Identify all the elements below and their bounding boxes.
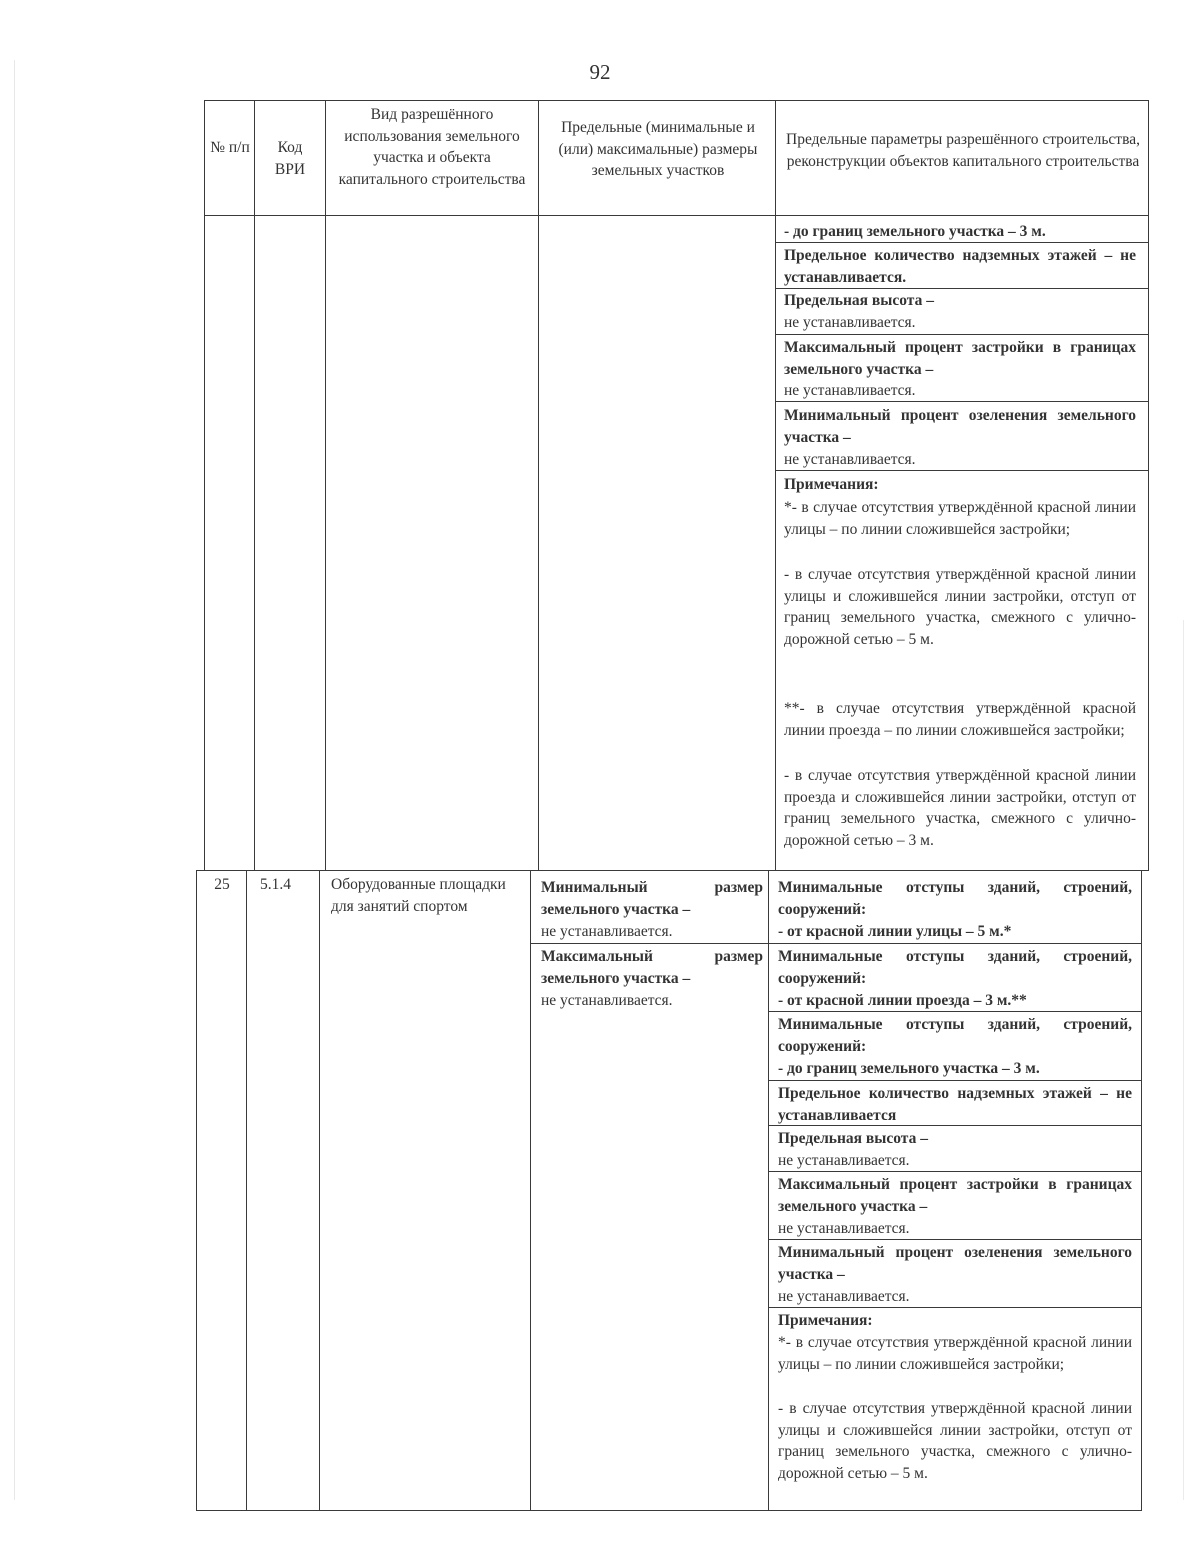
column-divider <box>530 870 531 1510</box>
table-border-top <box>204 100 1149 101</box>
notes-title: Примечания: <box>778 1312 873 1329</box>
param-passage-setback-label: Минимальные отступы зданий, строений, сооружений: <box>778 948 1132 987</box>
row-permitted-use: Оборудованные площадки для занятий спортом <box>331 876 506 915</box>
param-greening-label: Минимальный процент озеленения земельного участка – <box>784 407 1136 446</box>
page-number: 92 <box>589 60 611 84</box>
cell-divider <box>775 334 1149 335</box>
header-divider <box>204 215 1149 216</box>
param-street-setback-value: - от красной линии улицы – 5 м.* <box>778 923 1012 940</box>
row-divider <box>196 870 1149 871</box>
header-number: № п/п <box>210 139 250 156</box>
size-min-value: не устанавливается. <box>541 923 673 940</box>
size-max-label: Максимальный размер земельного участка – <box>541 948 763 987</box>
note-passage-line: **- в случае отсутствия утверждённой красной линии проезда – по линии сложившейся застройки; <box>784 700 1136 739</box>
param-building-coverage-label: Максимальный процент застройки в границах земельного участка – <box>778 1176 1132 1215</box>
param-boundary-setback-label: Минимальные отступы зданий, строений, сооружений: <box>778 1016 1132 1055</box>
size-min-label: Минимальный размер земельного участка – <box>541 879 763 918</box>
param-floors: Предельное количество надземных этажей – не устанавливается <box>778 1085 1132 1124</box>
note-street-setback: - в случае отсутствия утверждённой красной линии улицы и сложившейся линии застройки, отступ от границ земельного участка, смежного с улично-дорожной сетью – 5 м. <box>784 566 1136 648</box>
scan-edge-mark <box>1183 620 1184 1500</box>
param-building-coverage-label: Максимальный процент застройки в границах земельного участка – <box>784 339 1136 378</box>
column-divider <box>768 870 769 1510</box>
table-border-right <box>1141 870 1142 1510</box>
param-greening-value: не устанавливается. <box>778 1288 910 1305</box>
column-divider <box>319 870 320 1510</box>
header-code: Код ВРИ <box>274 139 306 178</box>
param-height-label: Предельная высота – <box>784 292 934 309</box>
param-height-label: Предельная высота – <box>778 1130 928 1147</box>
row-code: 5.1.4 <box>260 876 291 893</box>
param-building-coverage-value: не устанавливается. <box>778 1220 910 1237</box>
note-street-line: *- в случае отсутствия утверждённой красной линии улицы – по линии сложившейся застройки; <box>784 499 1136 538</box>
column-divider <box>246 870 247 1510</box>
header-permitted-use: Вид разрешённого использования земельного участка и объекта капитального строительства <box>338 106 526 188</box>
note-street-setback: - в случае отсутствия утверждённой красной линии улицы и сложившейся линии застройки, отступ от границ земельного участка, смежного с улично-дорожной сетью – 5 м. <box>778 1400 1132 1482</box>
cell-divider <box>530 943 1142 944</box>
table-border-left <box>196 870 197 1510</box>
size-max-value: не устанавливается. <box>541 992 673 1009</box>
notes-title: Примечания: <box>784 476 879 493</box>
param-passage-setback-value: - от красной линии проезда – 3 м.** <box>778 992 1027 1009</box>
param-floors: Предельное количество надземных этажей – не устанавливается. <box>784 247 1136 286</box>
param-boundary-setback-value: - до границ земельного участка – 3 м. <box>778 1060 1040 1077</box>
param-building-coverage-value: не устанавливается. <box>784 382 916 399</box>
scan-edge-mark <box>14 60 15 1500</box>
header-plot-sizes: Предельные (минимальные и (или) максимальные) размеры земельных участков <box>558 119 758 180</box>
param-height-value: не устанавливается. <box>784 314 916 331</box>
header-construction-params: Предельные параметры разрешённого строительства, реконструкции объектов капитального строительства <box>786 131 1140 170</box>
param-street-setback-label: Минимальные отступы зданий, строений, сооружений: <box>778 879 1132 918</box>
param-height-value: не устанавливается. <box>778 1152 910 1169</box>
param-greening-value: не устанавливается. <box>784 451 916 468</box>
cell-divider <box>768 1080 1142 1081</box>
param-boundary-setback: - до границ земельного участка – 3 м. <box>784 223 1046 240</box>
note-street-line: *- в случае отсутствия утверждённой красной линии улицы – по линии сложившейся застройки; <box>778 1334 1132 1373</box>
param-greening-label: Минимальный процент озеленения земельного участка – <box>778 1244 1132 1283</box>
row-number: 25 <box>214 876 230 893</box>
note-passage-setback: - в случае отсутствия утверждённой красной линии проезда и сложившейся линии застройки, отступ от границ земельного участка, смежного с улично-дорожной сетью – 3 м. <box>784 767 1136 849</box>
table-border-bottom <box>196 1510 1142 1511</box>
